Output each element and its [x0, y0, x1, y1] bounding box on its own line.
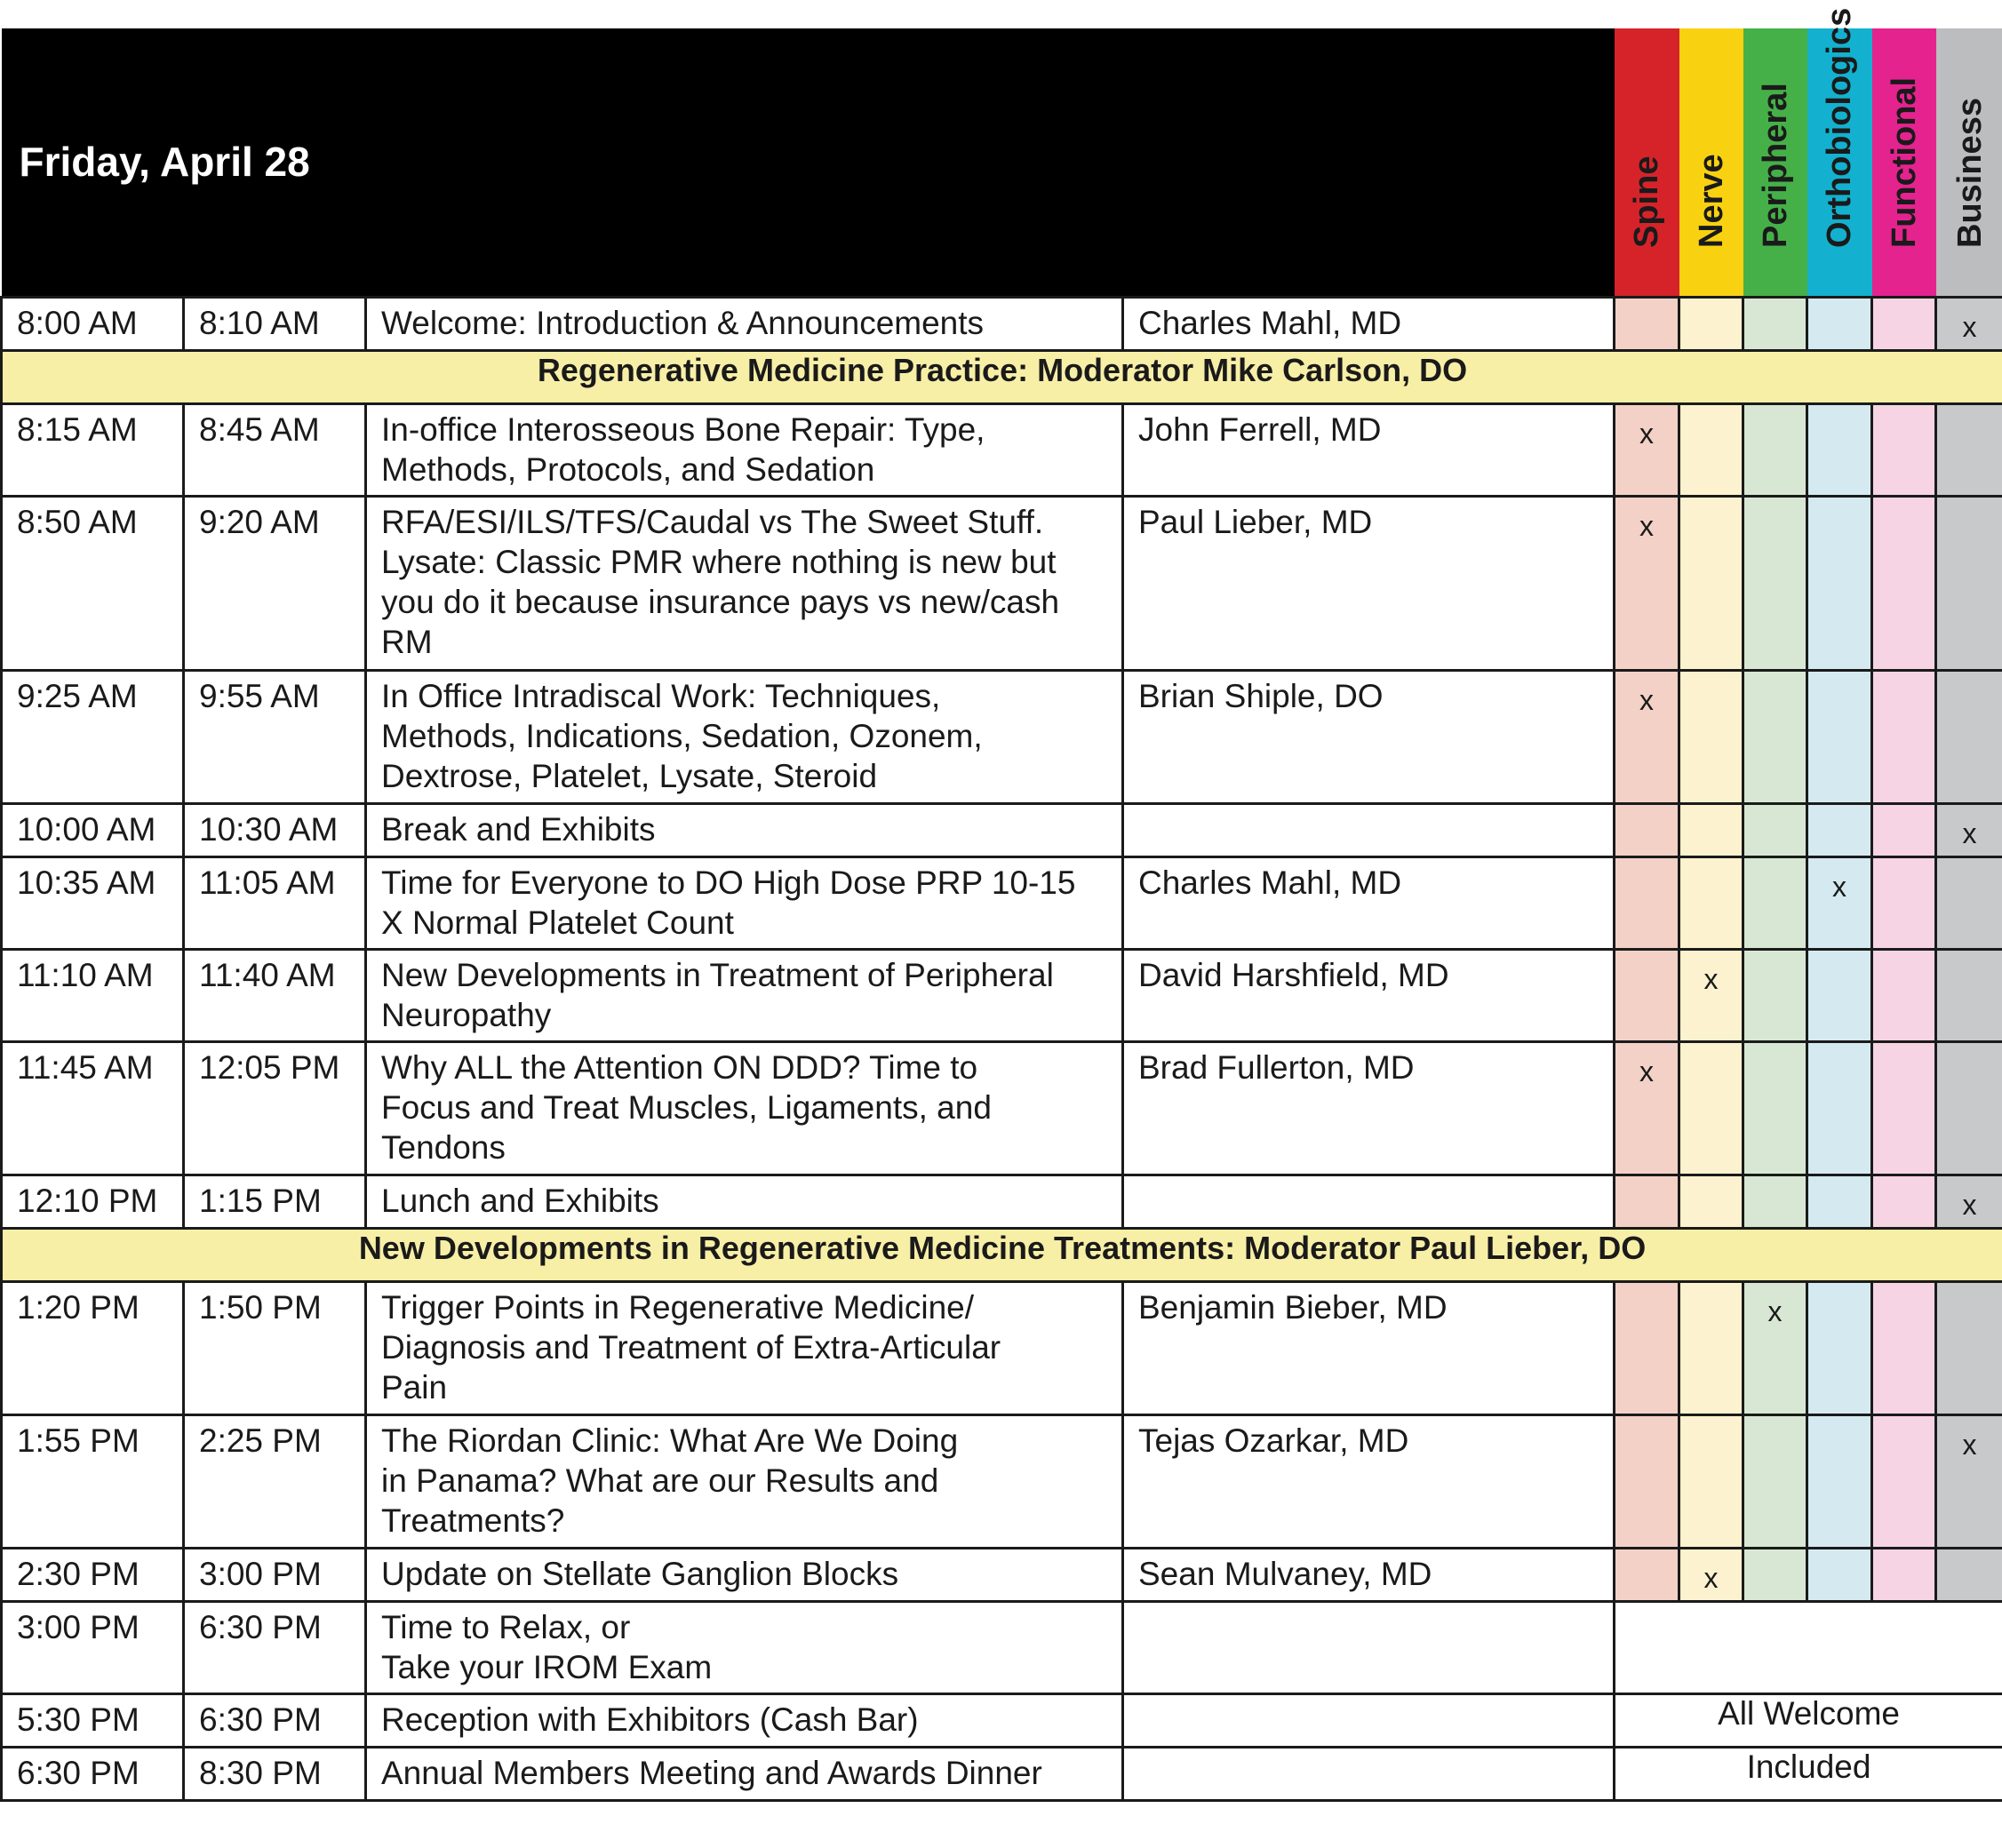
end-time: 6:30 PM — [199, 1701, 322, 1738]
speaker-name — [1124, 1603, 1613, 1612]
end-time: 8:10 AM — [199, 304, 320, 341]
mark-x: x — [1767, 1294, 1783, 1327]
start-time-cell — [2, 856, 184, 949]
category-mark-orthobiologics — [1807, 1041, 1872, 1175]
session-title: Time for Everyone to DO High Dose PRP 10-15 X Normal Platelet Count — [381, 864, 1076, 941]
category-mark-spine — [1615, 670, 1679, 803]
session-title: The Riordan Clinic: What Are We Doing in Panama? What are our Results and Treatments? — [381, 1422, 959, 1539]
category-mark-spine — [1615, 949, 1679, 1041]
category-mark-orthobiologics — [1807, 670, 1872, 803]
schedule-row — [2, 803, 2002, 856]
mark-x: x — [1639, 509, 1655, 542]
category-mark-peripheral — [1743, 949, 1807, 1041]
category-header-nerve: Nerve — [1679, 28, 1743, 297]
end-time-cell — [184, 1601, 366, 1693]
category-mark-business — [1936, 403, 2002, 496]
start-time-cell — [2, 1281, 184, 1414]
end-time: 10:30 AM — [199, 810, 339, 848]
category-mark-orthobiologics — [1807, 1414, 1872, 1548]
speaker-name — [1124, 1176, 1613, 1185]
end-time: 11:05 AM — [199, 864, 336, 901]
schedule-table — [0, 7, 2002, 1802]
end-time: 12:05 PM — [199, 1048, 340, 1086]
speaker-name — [1124, 1748, 1613, 1757]
category-header-functional: Functional — [1872, 28, 1936, 297]
session-title: Welcome: Introduction & Announcements — [381, 304, 985, 341]
category-mark-peripheral — [1743, 803, 1807, 856]
speaker-name: Paul Lieber, MD — [1138, 503, 1373, 540]
start-time: 10:35 AM — [17, 864, 156, 901]
category-mark-business — [1936, 496, 2002, 670]
schedule-row — [2, 670, 2002, 803]
session-title: RFA/ESI/ILS/TFS/Caudal vs The Sweet Stuff. Lysate: Classic PMR where nothing is new but you do it because insurance pays vs new/cash RM — [381, 503, 1060, 660]
mark-x: x — [1703, 962, 1719, 995]
session-title-cell — [366, 403, 1123, 496]
category-mark-orthobiologics — [1807, 496, 1872, 670]
speaker-name — [1124, 1695, 1613, 1704]
start-time-cell — [2, 803, 184, 856]
end-time-cell — [184, 1414, 366, 1548]
section-heading-row — [2, 1228, 2002, 1281]
schedule-row — [2, 1747, 2002, 1800]
start-time: 11:45 AM — [17, 1048, 154, 1086]
category-mark-nerve — [1679, 496, 1743, 670]
category-mark-peripheral — [1743, 1175, 1807, 1228]
attendance-note: Included — [1615, 1747, 2002, 1800]
category-mark-orthobiologics — [1807, 1175, 1872, 1228]
category-mark-functional — [1872, 1548, 1936, 1601]
speaker-name: Charles Mahl, MD — [1138, 304, 1402, 341]
category-mark-peripheral — [1743, 856, 1807, 949]
start-time-cell — [2, 1548, 184, 1601]
end-time: 8:30 PM — [199, 1754, 322, 1791]
category-mark-functional — [1872, 949, 1936, 1041]
section-heading: Regenerative Medicine Practice: Moderator Mike Carlson, DO — [2, 350, 2002, 403]
start-time: 5:30 PM — [17, 1701, 140, 1738]
session-title: Update on Stellate Ganglion Blocks — [381, 1555, 899, 1592]
category-mark-nerve — [1679, 1548, 1743, 1601]
category-mark-orthobiologics — [1807, 856, 1872, 949]
section-heading-row — [2, 350, 2002, 403]
category-mark-business — [1936, 1414, 2002, 1548]
session-title-cell — [366, 1175, 1123, 1228]
category-mark-nerve — [1679, 297, 1743, 350]
category-mark-peripheral — [1743, 403, 1807, 496]
session-title: New Developments in Treatment of Peripheral Neuropathy — [381, 956, 1054, 1033]
category-mark-peripheral — [1743, 496, 1807, 670]
start-time-cell — [2, 1041, 184, 1175]
end-time-cell — [184, 297, 366, 350]
category-mark-functional — [1872, 1281, 1936, 1414]
category-mark-spine — [1615, 856, 1679, 949]
end-time: 3:00 PM — [199, 1555, 322, 1592]
start-time-cell — [2, 496, 184, 670]
mark-x: x — [1962, 310, 1977, 343]
category-mark-business — [1936, 1175, 2002, 1228]
category-mark-orthobiologics — [1807, 803, 1872, 856]
category-mark-spine — [1615, 803, 1679, 856]
start-time-cell — [2, 949, 184, 1041]
session-title: Trigger Points in Regenerative Medicine/ Diagnosis and Treatment of Extra-Articular Pain — [381, 1288, 1001, 1406]
schedule-row — [2, 1601, 2002, 1693]
schedule-row — [2, 1414, 2002, 1548]
attendance-note: All Welcome — [1615, 1693, 2002, 1747]
speaker-name-cell — [1123, 403, 1615, 496]
start-time: 2:30 PM — [17, 1555, 140, 1592]
category-mark-nerve — [1679, 1041, 1743, 1175]
session-title: Why ALL the Attention ON DDD? Time to Focus and Treat Muscles, Ligaments, and Tendons — [381, 1048, 992, 1166]
start-time: 1:20 PM — [17, 1288, 140, 1326]
category-mark-nerve — [1679, 856, 1743, 949]
category-mark-business — [1936, 1281, 2002, 1414]
start-time: 12:10 PM — [17, 1182, 158, 1219]
mark-x: x — [1639, 1055, 1655, 1087]
speaker-name: David Harshfield, MD — [1138, 956, 1449, 993]
speaker-name: Sean Mulvaney, MD — [1138, 1555, 1432, 1592]
speaker-name-cell — [1123, 1601, 1615, 1693]
mark-x: x — [1832, 870, 1847, 903]
start-time-cell — [2, 670, 184, 803]
speaker-name: Brian Shiple, DO — [1138, 677, 1384, 714]
end-time-cell — [184, 1548, 366, 1601]
speaker-name: Charles Mahl, MD — [1138, 864, 1402, 901]
schedule-row — [2, 403, 2002, 496]
category-mark-orthobiologics — [1807, 1281, 1872, 1414]
session-title-cell — [366, 949, 1123, 1041]
category-mark-peripheral — [1743, 670, 1807, 803]
speaker-name: Tejas Ozarkar, MD — [1138, 1422, 1409, 1459]
session-title-cell — [366, 856, 1123, 949]
mark-x: x — [1639, 683, 1655, 716]
start-time: 9:25 AM — [17, 677, 138, 714]
category-mark-peripheral — [1743, 1414, 1807, 1548]
start-time: 6:30 PM — [17, 1754, 140, 1791]
speaker-name-cell — [1123, 1548, 1615, 1601]
category-mark-orthobiologics — [1807, 949, 1872, 1041]
session-title-cell — [366, 1747, 1123, 1800]
speaker-name-cell — [1123, 949, 1615, 1041]
start-time: 3:00 PM — [17, 1608, 140, 1645]
speaker-name-cell — [1123, 1414, 1615, 1548]
end-time-cell — [184, 670, 366, 803]
end-time-cell — [184, 856, 366, 949]
session-title-cell — [366, 1414, 1123, 1548]
speaker-name: John Ferrell, MD — [1138, 410, 1382, 448]
speaker-name — [1124, 805, 1613, 814]
category-header-business: Business — [1936, 28, 2002, 297]
category-mark-nerve — [1679, 1175, 1743, 1228]
start-time: 8:00 AM — [17, 304, 138, 341]
schedule-row — [2, 856, 2002, 949]
session-title-cell — [366, 1281, 1123, 1414]
speaker-name-cell — [1123, 670, 1615, 803]
category-mark-functional — [1872, 1414, 1936, 1548]
end-time: 2:25 PM — [199, 1422, 322, 1459]
end-time-cell — [184, 803, 366, 856]
start-time-cell — [2, 1175, 184, 1228]
speaker-name-cell — [1123, 803, 1615, 856]
end-time: 1:15 PM — [199, 1182, 322, 1219]
session-title-cell — [366, 670, 1123, 803]
schedule-row — [2, 297, 2002, 350]
category-mark-orthobiologics — [1807, 403, 1872, 496]
end-time: 9:20 AM — [199, 503, 320, 540]
session-title: Break and Exhibits — [381, 810, 656, 848]
end-time-cell — [184, 949, 366, 1041]
end-time-cell — [184, 1747, 366, 1800]
schedule-row — [2, 1041, 2002, 1175]
speaker-name-cell — [1123, 1747, 1615, 1800]
category-mark-spine — [1615, 1175, 1679, 1228]
end-time-cell — [184, 1281, 366, 1414]
category-mark-nerve — [1679, 1281, 1743, 1414]
schedule-row — [2, 1693, 2002, 1747]
end-time-cell — [184, 1175, 366, 1228]
session-title-cell — [366, 1548, 1123, 1601]
schedule-row — [2, 1175, 2002, 1228]
schedule-row — [2, 1281, 2002, 1414]
speaker-name-cell — [1123, 1281, 1615, 1414]
mark-x: x — [1962, 816, 1977, 849]
start-time: 8:50 AM — [17, 503, 138, 540]
category-mark-spine — [1615, 1041, 1679, 1175]
mark-x: x — [1962, 1428, 1977, 1461]
category-mark-business — [1936, 1548, 2002, 1601]
start-time: 10:00 AM — [17, 810, 156, 848]
category-mark-spine — [1615, 1548, 1679, 1601]
session-title: In-office Interosseous Bone Repair: Type, Methods, Protocols, and Sedation — [381, 410, 985, 488]
category-mark-orthobiologics — [1807, 297, 1872, 350]
session-title: Reception with Exhibitors (Cash Bar) — [381, 1701, 919, 1738]
category-mark-business — [1936, 1041, 2002, 1175]
start-time-cell — [2, 1414, 184, 1548]
category-mark-peripheral — [1743, 1548, 1807, 1601]
speaker-name-cell — [1123, 1041, 1615, 1175]
schedule-row — [2, 949, 2002, 1041]
day-title: Friday, April 28 — [2, 28, 1615, 297]
session-title-cell — [366, 297, 1123, 350]
category-mark-peripheral — [1743, 297, 1807, 350]
category-mark-functional — [1872, 803, 1936, 856]
start-time: 1:55 PM — [17, 1422, 140, 1459]
category-mark-functional — [1872, 670, 1936, 803]
category-mark-orthobiologics — [1807, 1548, 1872, 1601]
start-time-cell — [2, 297, 184, 350]
category-header-spine: Spine — [1615, 28, 1679, 297]
session-title: Annual Members Meeting and Awards Dinner — [381, 1754, 1042, 1791]
end-time: 11:40 AM — [199, 956, 336, 993]
start-time-cell — [2, 1693, 184, 1747]
category-mark-spine — [1615, 1414, 1679, 1548]
schedule-row — [2, 1548, 2002, 1601]
category-mark-nerve — [1679, 949, 1743, 1041]
category-mark-nerve — [1679, 1414, 1743, 1548]
category-mark-spine — [1615, 496, 1679, 670]
category-mark-business — [1936, 297, 2002, 350]
session-title: Time to Relax, or Take your IROM Exam — [381, 1608, 713, 1685]
start-time-cell — [2, 403, 184, 496]
end-time-cell — [184, 1041, 366, 1175]
speaker-name-cell — [1123, 1693, 1615, 1747]
category-mark-functional — [1872, 1041, 1936, 1175]
speaker-name: Benjamin Bieber, MD — [1138, 1288, 1448, 1326]
section-heading: New Developments in Regenerative Medicine Treatments: Moderator Paul Lieber, DO — [2, 1228, 2002, 1281]
session-title-cell — [366, 1041, 1123, 1175]
category-mark-spine — [1615, 403, 1679, 496]
attendance-note — [1615, 1601, 2002, 1693]
end-time: 6:30 PM — [199, 1608, 322, 1645]
start-time-cell — [2, 1747, 184, 1800]
session-title-cell — [366, 496, 1123, 670]
session-title-cell — [366, 1601, 1123, 1693]
session-title: In Office Intradiscal Work: Techniques, Methods, Indications, Sedation, Ozonem, Dextrose, Platelet, Lysate, Steroid — [381, 677, 983, 794]
category-header-orthobiologics: Orthobiologics — [1807, 28, 1872, 297]
category-mark-functional — [1872, 403, 1936, 496]
category-mark-spine — [1615, 1281, 1679, 1414]
category-mark-peripheral — [1743, 1281, 1807, 1414]
category-mark-nerve — [1679, 670, 1743, 803]
mark-x: x — [1639, 417, 1655, 450]
session-title-cell — [366, 1693, 1123, 1747]
category-mark-business — [1936, 803, 2002, 856]
schedule-row — [2, 496, 2002, 670]
speaker-name-cell — [1123, 856, 1615, 949]
category-mark-peripheral — [1743, 1041, 1807, 1175]
category-mark-functional — [1872, 496, 1936, 670]
end-time: 9:55 AM — [199, 677, 320, 714]
mark-x: x — [1703, 1561, 1719, 1594]
start-time: 8:15 AM — [17, 410, 138, 448]
mark-x: x — [1962, 1188, 1977, 1221]
category-mark-business — [1936, 949, 2002, 1041]
speaker-name-cell — [1123, 1175, 1615, 1228]
category-mark-functional — [1872, 856, 1936, 949]
speaker-name: Brad Fullerton, MD — [1138, 1048, 1415, 1086]
speaker-name-cell — [1123, 297, 1615, 350]
category-mark-nerve — [1679, 803, 1743, 856]
end-time: 1:50 PM — [199, 1288, 322, 1326]
schedule-header-row — [2, 28, 2002, 297]
end-time-cell — [184, 1693, 366, 1747]
category-mark-spine — [1615, 297, 1679, 350]
end-time: 8:45 AM — [199, 410, 320, 448]
category-header-peripheral: Peripheral — [1743, 28, 1807, 297]
session-title: Lunch and Exhibits — [381, 1182, 659, 1219]
category-mark-functional — [1872, 1175, 1936, 1228]
category-mark-business — [1936, 670, 2002, 803]
start-time: 11:10 AM — [17, 956, 154, 993]
session-title-cell — [366, 803, 1123, 856]
category-mark-nerve — [1679, 403, 1743, 496]
end-time-cell — [184, 403, 366, 496]
speaker-name-cell — [1123, 496, 1615, 670]
start-time-cell — [2, 1601, 184, 1693]
end-time-cell — [184, 496, 366, 670]
category-mark-functional — [1872, 297, 1936, 350]
category-mark-business — [1936, 856, 2002, 949]
